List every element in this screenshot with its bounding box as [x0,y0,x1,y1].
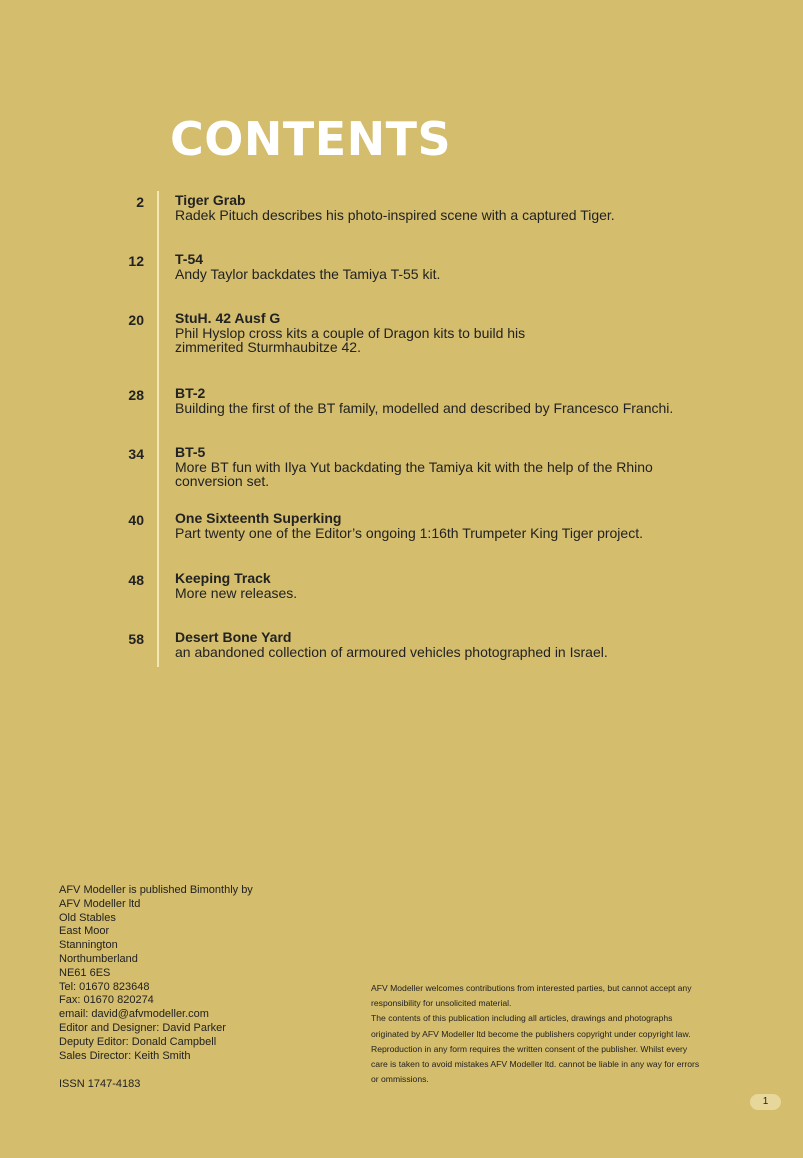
notice-line: Reproduction in any form requires the written consent of the publisher. Whilst every [371,1043,688,1054]
toc-entry-title: BT-2 [175,385,206,401]
page-number-badge: 1 [750,1094,781,1110]
imprint-line: Old Stables [59,911,116,924]
notice-line: care is taken to avoid mistakes AFV Modeller ltd. cannot be liable in any way for errors [371,1059,700,1070]
imprint-line: AFV Modeller is published Bimonthly by [59,884,253,896]
toc-page-number: 34 [128,446,144,462]
imprint-line: NE61 6ES [59,966,111,979]
imprint-email[interactable]: email: david@afvmodeller.com [59,1008,209,1021]
imprint-line: Editor and Designer: David Parker [59,1021,226,1034]
imprint-line: Fax: 01670 820274 [59,994,154,1007]
toc-entry-description: Building the first of the BT family, modelled and described by Francesco Franchi. [175,400,674,416]
toc-page-number: 40 [128,512,144,528]
publisher-imprint [59,884,253,1063]
toc-entry-title: Tiger Grab [175,192,246,208]
notice-line: The contents of this publication including all articles, drawings and photographs [371,1013,673,1024]
toc-entry-description: Andy Taylor backdates the Tamiya T-55 kit. [175,266,441,282]
toc-entry-description: More new releases. [175,585,298,601]
toc-entry-title: StuH. 42 Ausf G [175,310,281,326]
page-title: CONTENTS [170,112,452,166]
toc-entry-title: BT-5 [175,444,206,460]
toc-divider [157,191,159,667]
toc-page-number: 12 [128,253,144,269]
notice-line: responsibility for unsolicited material. [371,998,512,1009]
toc-entry-title: T-54 [175,251,204,267]
toc-page-number: 2 [136,194,144,210]
toc-page-number: 48 [128,572,144,588]
toc-entry-description: an abandoned collection of armoured vehicles photographed in Israel. [175,644,608,660]
toc-entry-description: Phil Hyslop cross kits a couple of Dragon kits to build his zimmerited Sturmhaubitze 42. [175,325,526,355]
toc-entry-description: More BT fun with Ilya Yut backdating the Tamiya kit with the help of the Rhino conversion set. [175,459,653,489]
toc-page-number: 28 [128,387,144,403]
imprint-line: Sales Director: Keith Smith [59,1049,191,1062]
notice-line: AFV Modeller welcomes contributions from interested parties, but cannot accept any [371,983,692,993]
toc-page-number: 20 [128,312,144,328]
imprint-line: Tel: 01670 823648 [59,980,150,993]
toc-page-number: 58 [128,631,144,647]
toc-entry-description: Part twenty one of the Editor’s ongoing 1:16th Trumpeter King Tiger project. [175,525,643,541]
imprint-line: Deputy Editor: Donald Campbell [59,1035,217,1048]
toc-entry-title: One Sixteenth Superking [175,510,342,526]
imprint-line: East Moor [59,925,110,938]
notice-line: or ommissions. [371,1074,429,1085]
toc-entry-title: Keeping Track [175,570,271,586]
notice-line: originated by AFV Modeller ltd become the publishers copyright under copyright law. [371,1028,691,1039]
imprint-line: AFV Modeller ltd [59,897,141,910]
toc-entry-description: Radek Pituch describes his photo-inspired scene with a captured Tiger. [175,207,615,223]
legal-notice [371,981,771,1087]
issn-number: ISSN 1747-4183 [59,1078,141,1090]
imprint-line: Northumberland [59,952,138,965]
imprint-line: Stannington [59,939,118,952]
toc-entry-title: Desert Bone Yard [175,629,292,645]
